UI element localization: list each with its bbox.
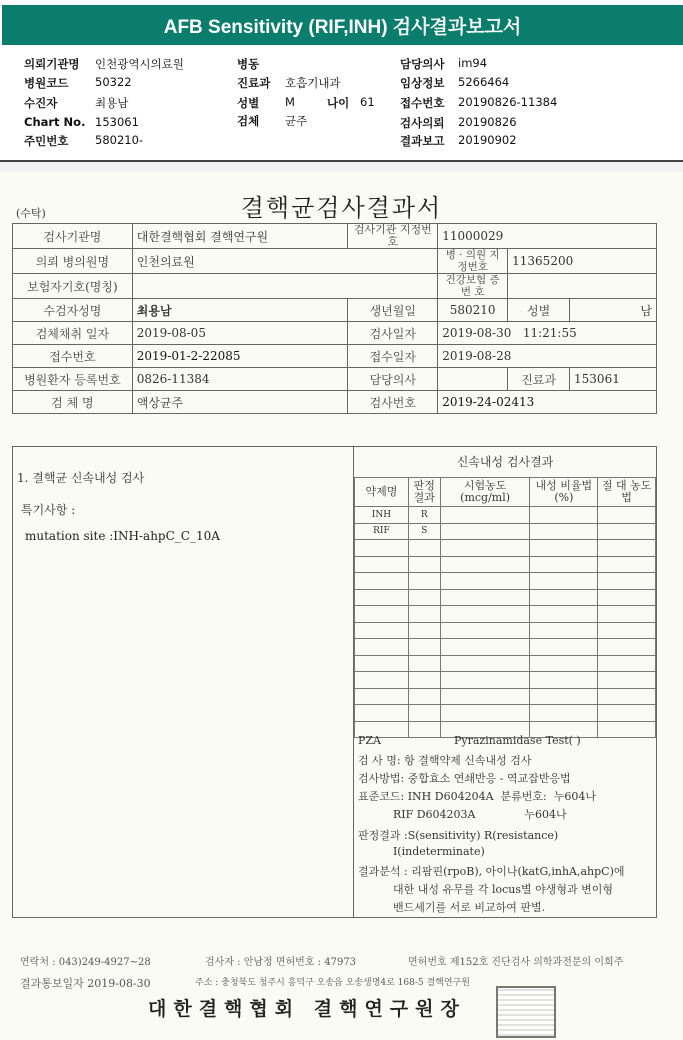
lab-name-value: 대한결핵협회 결핵연구원 [132, 224, 348, 249]
reg-no-label: 병원환자 등록번호 [13, 368, 133, 391]
result-cell [440, 540, 530, 557]
result-cell [408, 556, 440, 573]
result-section [12, 446, 657, 918]
result-cell [598, 589, 656, 606]
pza-label: PZA [358, 734, 381, 747]
name-value: 최용남 [132, 299, 348, 322]
dept-label: 진료과 [237, 76, 271, 90]
result-cell [530, 507, 598, 524]
result-cell [408, 540, 440, 557]
test-date-label: 검사일자 [348, 322, 438, 345]
footer-phone: 연락처 : 043)249-4927~28 [20, 957, 151, 968]
result-cell [408, 606, 440, 623]
insurance-value [132, 274, 437, 299]
footer-license: 면허번호 제152호 진단검사 의학과전문의 이희주 [408, 957, 624, 968]
drug-name: RIF [355, 523, 409, 540]
result-cell [530, 688, 598, 705]
method-note-line: 판정결과 :S(sensitivity) R(resistance) [358, 829, 559, 842]
result-cell [355, 540, 409, 557]
result-cell [355, 639, 409, 656]
health-no-value [508, 274, 657, 299]
patient-info-panel [0, 45, 683, 162]
result-cell [355, 589, 409, 606]
method-note-line: 결과분석 : 리팜핀(rpoB), 아이나(katG,inhA,ahpC)에 [358, 865, 625, 878]
result-table [354, 477, 656, 738]
result-cell [408, 573, 440, 590]
receipt-value: 20190826-11384 [458, 95, 558, 109]
rapid-test-heading: 1. 결핵균 신속내성 검사 [17, 471, 145, 485]
result-col-header: 판정 결과 [408, 478, 440, 507]
test-time-value: 11:21:55 [522, 326, 577, 340]
result-right-panel [354, 447, 656, 917]
result-cell [598, 672, 656, 689]
dob-value: 580210 [438, 299, 508, 322]
insurance-label: 보험자기호(명칭) [13, 274, 133, 299]
sex-label: 성별 [237, 96, 260, 110]
patient-form-table [12, 223, 657, 414]
report-date-value: 20190902 [458, 133, 517, 147]
result-cell [440, 705, 530, 722]
doctor-form-value [438, 368, 508, 391]
rrn-label: 주민번호 [24, 134, 69, 148]
result-cell [530, 556, 598, 573]
patient-label: 수진자 [24, 96, 58, 110]
name-label: 수검자성명 [13, 299, 133, 322]
method-note-line: 표준코드: INH D604204A 분류번호: 누604나 [358, 790, 596, 803]
result-cell [598, 688, 656, 705]
result-cell [440, 589, 530, 606]
request-label: 검사의뢰 [400, 116, 445, 130]
test-no-value: 2019-24-02413 [438, 391, 657, 414]
age-value: 61 [360, 95, 375, 109]
footer-notice-date: 결과통보일자 2019-08-30 [20, 977, 151, 990]
result-col-header: 절 대 농도법 [598, 478, 656, 507]
result-cell [355, 606, 409, 623]
result-cell [598, 639, 656, 656]
mutation-site: mutation site :INH-ahpC_C_10A [25, 529, 220, 543]
footer-inspector: 검사자 : 안남정 면허번호 : 47973 [205, 957, 357, 968]
method-note-line: 밴드세기를 서로 비교하여 판별. [358, 901, 546, 914]
result-cell [440, 672, 530, 689]
collect-date-label: 검체채취 일자 [13, 322, 133, 345]
result-cell [530, 523, 598, 540]
hospital-code-value: 50322 [95, 75, 132, 89]
result-cell [408, 655, 440, 672]
result-cell [355, 688, 409, 705]
doctor-form-label: 담당의사 [348, 368, 438, 391]
result-cell [440, 606, 530, 623]
result-cell [530, 655, 598, 672]
result-cell [408, 688, 440, 705]
report-title: AFB Sensitivity (RIF,INH) 검사결과보고서 [2, 5, 683, 45]
result-cell [355, 556, 409, 573]
result-cell [355, 622, 409, 639]
clinical-label: 임상정보 [400, 76, 445, 90]
specimen-name-value: 액상균주 [132, 391, 348, 414]
consign-mark: (수탁) [16, 207, 46, 220]
result-cell [440, 655, 530, 672]
result-cell [440, 622, 530, 639]
sex-form-label: 성별 [508, 299, 570, 322]
receipt-label: 접수번호 [400, 96, 445, 110]
test-date-cell [438, 322, 657, 345]
hospital-code-label: 병원코드 [24, 76, 69, 90]
method-note-line: I(indeterminate) [358, 845, 485, 858]
specimen-name-label: 검 체 명 [13, 391, 133, 414]
result-row [355, 639, 656, 656]
result-cell [408, 705, 440, 722]
drug-result: R [408, 507, 440, 524]
result-cell [440, 573, 530, 590]
req-hosp-value: 인천의료원 [132, 249, 437, 274]
result-row [355, 688, 656, 705]
result-cell [440, 523, 530, 540]
result-col-header: 약제명 [355, 478, 409, 507]
result-cell [530, 589, 598, 606]
result-row [355, 573, 656, 590]
official-seal [496, 986, 556, 1038]
result-cell [408, 639, 440, 656]
result-row [355, 672, 656, 689]
pza-test: Pyrazinamidase Test( ) [454, 734, 581, 747]
chart-value: 153061 [95, 115, 139, 129]
issuer-name: 대한결핵협회 결핵연구원장 [148, 998, 466, 1020]
result-row [355, 523, 656, 540]
result-row [355, 705, 656, 722]
test-no-label: 검사번호 [348, 391, 438, 414]
lab-code-label: 검사기관 지정번호 [348, 224, 438, 249]
result-cell [530, 606, 598, 623]
health-no-label: 건강보험 증 번 호 [438, 274, 508, 299]
result-cell [355, 655, 409, 672]
result-cell [530, 672, 598, 689]
institution-value: 인천광역시의료원 [95, 57, 184, 71]
receipt-no-label: 접수번호 [13, 345, 133, 368]
result-cell [598, 573, 656, 590]
method-note-line: 검사방법: 중합효소 연쇄반응 - 역교잡반응법 [358, 772, 571, 785]
result-cell [530, 573, 598, 590]
lab-code-value: 11000029 [438, 224, 657, 249]
hosp-code-value: 11365200 [508, 249, 657, 274]
req-hosp-label: 의뢰 병의원명 [13, 249, 133, 274]
rrn-value: 580210- [95, 133, 144, 147]
result-row [355, 589, 656, 606]
receipt-date-label: 접수일자 [348, 345, 438, 368]
institution-label: 의뢰기관명 [24, 57, 80, 71]
method-note-line: 검 사 명: 항 결핵약제 신속내성 검사 [358, 754, 532, 767]
result-cell [598, 523, 656, 540]
dept-form-label: 진료과 [508, 368, 570, 391]
result-row [355, 622, 656, 639]
result-cell [598, 705, 656, 722]
chart-label: Chart No. [24, 115, 86, 129]
result-cell [408, 672, 440, 689]
separator-band [0, 162, 683, 172]
clinical-value: 5266464 [458, 75, 510, 89]
result-cell [408, 622, 440, 639]
doctor-value: im94 [458, 56, 488, 70]
result-row [355, 556, 656, 573]
result-cell [355, 705, 409, 722]
result-row [355, 606, 656, 623]
age-label: 나이 [327, 96, 350, 110]
method-note-line: RIF D604203A 누604나 [358, 808, 567, 821]
result-cell [598, 606, 656, 623]
test-date-value: 2019-08-30 [442, 326, 512, 340]
result-cell [598, 507, 656, 524]
result-cell [440, 556, 530, 573]
request-value: 20190826 [458, 115, 517, 129]
ward-label: 병동 [237, 57, 260, 71]
drug-name: INH [355, 507, 409, 524]
result-cell [530, 705, 598, 722]
result-col-header: 내성 비율법(%) [530, 478, 598, 507]
dept-form-value: 153061 [570, 368, 657, 391]
result-cell [355, 573, 409, 590]
method-note-line: 대한 내성 유무를 각 locus별 야생형과 변이형 [358, 883, 613, 896]
receipt-no-value: 2019-01-2-22085 [132, 345, 348, 368]
result-cell [530, 639, 598, 656]
result-cell [355, 672, 409, 689]
sex-value: M [285, 95, 295, 109]
collect-date-value: 2019-08-05 [132, 322, 348, 345]
result-cell [530, 540, 598, 557]
sex-form-value: 남 [570, 299, 657, 322]
result-col-header: 시험농도 (mcg/ml) [440, 478, 530, 507]
result-cell [440, 688, 530, 705]
result-cell [530, 622, 598, 639]
specimen-value: 균주 [285, 114, 308, 128]
result-row [355, 655, 656, 672]
specimen-label: 검체 [237, 114, 260, 128]
dept-value: 호흡기내과 [285, 76, 341, 90]
result-cell [408, 721, 440, 738]
dob-label: 생년월일 [348, 299, 438, 322]
document-title: 결핵균검사결과서 [240, 194, 443, 222]
remarks-label: 특기사항 : [21, 503, 76, 517]
result-cell [598, 622, 656, 639]
lab-name-label: 검사기관명 [13, 224, 133, 249]
result-cell [598, 556, 656, 573]
report-date-label: 결과보고 [400, 134, 445, 148]
result-cell [440, 507, 530, 524]
result-row [355, 507, 656, 524]
doctor-label: 담당의사 [400, 57, 445, 71]
result-left-panel [13, 447, 354, 917]
result-cell [408, 589, 440, 606]
result-row [355, 540, 656, 557]
result-cell [440, 639, 530, 656]
footer-address: 주소 : 충청북도 청주시 흥덕구 오송읍 오송생명4로 168-5 결핵연구원 [195, 978, 470, 988]
result-cell [598, 540, 656, 557]
patient-value: 최용남 [95, 96, 129, 110]
drug-result: S [408, 523, 440, 540]
rapid-result-heading: 신속내성 검사결과 [456, 455, 554, 469]
receipt-date-value: 2019-08-28 [438, 345, 657, 368]
result-cell [598, 655, 656, 672]
result-cell [598, 721, 656, 738]
hosp-code-label: 병 · 의원 지정번호 [438, 249, 508, 274]
reg-no-value: 0826-11384 [132, 368, 348, 391]
